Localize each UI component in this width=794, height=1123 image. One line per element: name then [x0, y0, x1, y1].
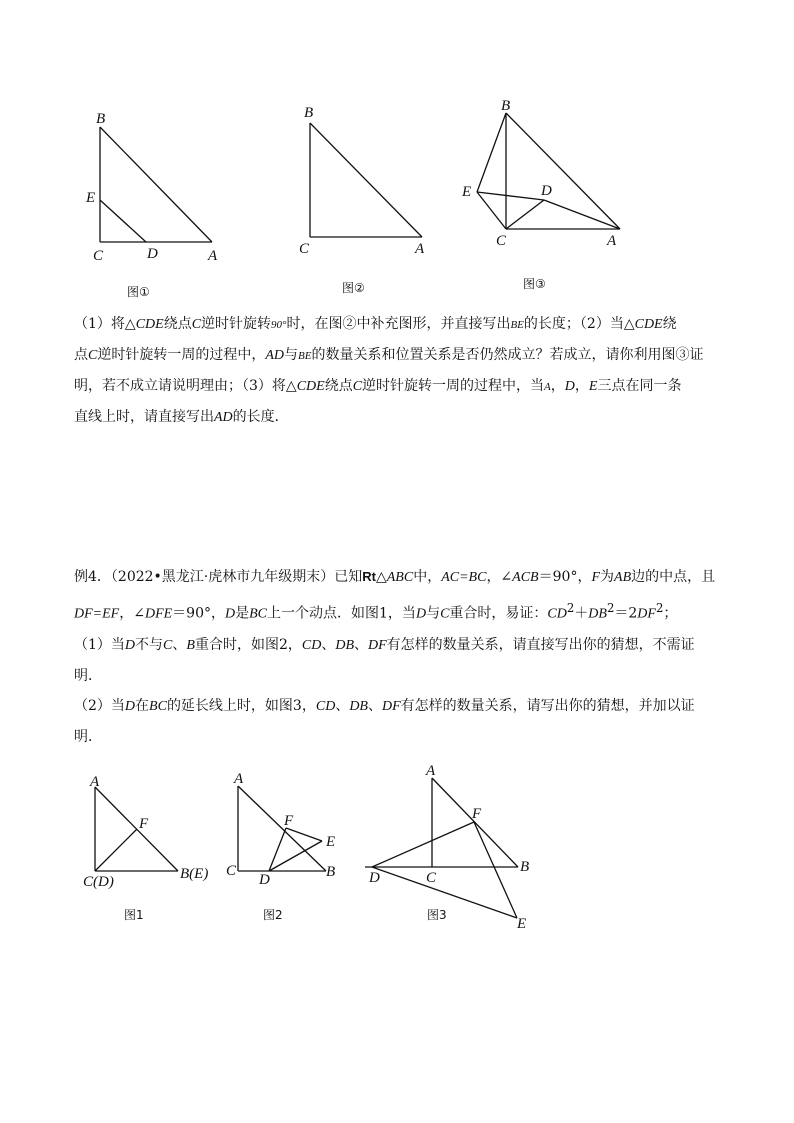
figure-3-top [455, 95, 635, 295]
label-b: B [326, 864, 336, 880]
label-e: E [326, 834, 336, 850]
segment-df [372, 822, 474, 867]
label-d: D [369, 870, 380, 886]
segment-fe [286, 828, 322, 841]
label-f: F [284, 813, 294, 829]
label-f: F [139, 816, 149, 832]
label-a: A [607, 233, 617, 249]
segment-ec [477, 192, 506, 229]
label-cd: C(D) [83, 874, 114, 890]
segment-da [544, 200, 620, 229]
label-d: D [147, 246, 158, 262]
segment-de [269, 841, 322, 871]
label-c: C [299, 241, 310, 257]
label-b: B [304, 105, 314, 121]
segment-ab [238, 786, 326, 871]
label-b: B [520, 859, 530, 875]
label-d: D [259, 872, 270, 888]
label-e: E [462, 184, 472, 200]
segment-ab [100, 127, 212, 242]
segment-ab [432, 778, 518, 867]
segment-eb [477, 113, 506, 192]
label-f: F [472, 806, 482, 822]
segment-ed [100, 200, 146, 242]
figure-2-bottom [225, 770, 355, 930]
label-c: C [496, 233, 507, 249]
label-c: C [93, 248, 104, 264]
problem-text: （1）将△CDE绕点C逆时针旋转90°时，在图②中补充图形，并直接写出BE的长度；（2）当△CDE绕 点C逆时针旋转一周的过程中，AD与BE的数量关系和位置关系是否仍然成立？若成立，请你利用图③证 明，若不成立请说明理由；（3）将△CDE绕点C逆时针旋转一周的过程中，当A，D，E三点在同一条 直线上时，请直接写出AD的长度． [74, 316, 704, 425]
label-be: B(E) [180, 866, 209, 882]
figure-1-bottom [80, 770, 230, 930]
label-c: C [226, 863, 237, 879]
caption-fig1-bottom: 图1 [124, 908, 144, 922]
label-e: E [86, 190, 96, 206]
figure-1-top [80, 105, 240, 305]
label-a: A [90, 774, 100, 790]
segment-ab [506, 113, 620, 229]
label-c: C [426, 870, 437, 886]
segment-cf [95, 829, 137, 871]
label-e: E [517, 916, 527, 932]
segment-df [269, 828, 286, 871]
caption-fig3-bottom: 图3 [427, 908, 447, 922]
figure-3-bottom [360, 762, 540, 934]
figure-2-top [295, 98, 455, 298]
segment-ab [310, 123, 422, 237]
label-b: B [501, 98, 511, 114]
segment-ed [477, 192, 544, 200]
caption-fig2: 图② [342, 281, 365, 295]
label-a: A [234, 771, 244, 787]
caption-fig3: 图③ [523, 277, 546, 291]
label-a: A [415, 241, 425, 257]
label-a: A [426, 763, 436, 779]
segment-fe [474, 822, 517, 918]
caption-fig1: 图① [127, 285, 150, 299]
label-b: B [96, 111, 106, 127]
label-a: A [208, 248, 218, 264]
caption-fig2-bottom: 图2 [263, 908, 283, 922]
label-d: D [541, 183, 552, 199]
example-4-text: 例4．（2022•黑龙江·虎林市九年级期末）已知Rt△ABC中，AC=BC，∠ACB＝90°，F为AB边的中点，且 DF=EF，∠DFE＝90°，D是BC上一个动点．如图1，当D与C重合时，易证：$CD^2+DB^2=2DF^2$； （1）当D不与C、B重合时，如图2，CD、DB、DF有怎样的数量关系，请直接写出你的猜想，不需证 明． （2）当D在BC的延长线上时，如图3，CD、DB、DF有怎样的数量关系，请写出你的猜想，并加以证 明． [74, 569, 716, 745]
segment-dc [506, 200, 544, 229]
